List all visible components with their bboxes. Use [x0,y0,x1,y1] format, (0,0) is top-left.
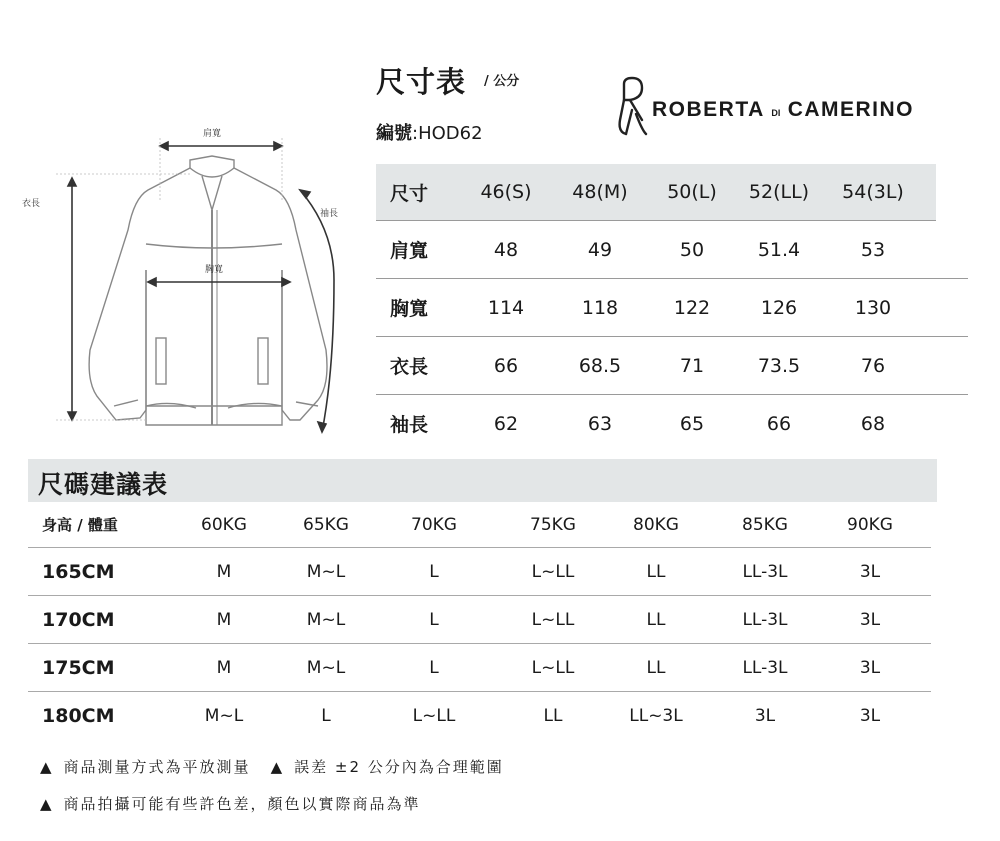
table-cell: L~LL [412,705,456,726]
note-line-2 [40,793,421,814]
table-row [376,395,968,452]
recommendation-table [28,502,931,739]
height-weight-label: 身高 / 體重 [42,516,118,534]
table-cell: LL [543,705,563,726]
table-cell: M~L [306,561,346,582]
table-cell: 122 [673,296,711,319]
weight-header-cell: 90KG [847,514,893,535]
weight-header-cell: 75KG [530,514,576,535]
table-row [28,596,931,644]
table-cell: M [216,609,232,630]
size-header-cell: 50(L) [667,181,717,203]
triangle-bullet-icon: ▲ [40,758,52,776]
weight-header-cell: 80KG [633,514,679,535]
table-cell: M~L [204,705,244,726]
note-color: 商品拍攝可能有些許色差，顏色以實際商品為準 [63,795,421,813]
table-row [376,337,968,395]
table-cell: LL~3L [629,705,683,726]
size-header-cell: 54(3L) [842,181,904,203]
row-label: 胸寬 [390,298,429,320]
table-cell: L~LL [531,561,575,582]
table-cell: 126 [760,296,798,319]
jacket-diagram [0,120,350,450]
size-header-cell: 52(LL) [748,181,810,203]
table-cell: 65 [679,412,705,435]
chest-label: 胸寬 [205,265,224,275]
table-row [28,692,931,739]
table-cell: 118 [581,296,619,319]
table-cell: 114 [487,296,525,319]
row-label: 衣長 [390,356,429,378]
table-cell: LL [646,609,666,630]
recommendation-title: 尺碼建議表 [38,470,169,499]
table-cell: 76 [860,354,886,377]
weight-header-cell: 70KG [411,514,457,535]
r-ribbon-logo-icon [612,74,652,140]
table-cell: 3L [859,609,881,630]
table-cell: LL-3L [742,657,788,678]
recommendation-header [28,502,931,548]
table-cell: 51.4 [757,238,801,261]
row-label: 肩寬 [390,240,429,262]
table-cell: 68.5 [578,354,622,377]
table-cell: 66 [766,412,792,435]
page-title: 尺寸表 [376,65,467,99]
model-label: 編號 [376,123,412,144]
triangle-bullet-icon: ▲ [270,758,283,776]
table-cell: 130 [854,296,892,319]
table-cell: LL [646,657,666,678]
height-label: 175CM [42,656,115,679]
table-cell: LL-3L [742,609,788,630]
length-label: 衣長 [22,199,41,209]
table-cell: 62 [493,412,519,435]
table-cell: 68 [860,412,886,435]
table-cell: 63 [587,412,613,435]
table-cell: L [429,657,439,678]
table-row [376,279,968,337]
table-cell: LL-3L [742,561,788,582]
size-header-cell: 46(S) [480,181,532,203]
table-cell: M [216,561,232,582]
size-header-label: 尺寸 [390,182,429,205]
table-cell: 73.5 [757,354,801,377]
note-tolerance: 誤差 ±2 公分內為合理範圍 [294,758,504,776]
weight-header-cell: 60KG [201,514,247,535]
table-cell: L [429,561,439,582]
table-cell: 66 [493,354,519,377]
table-cell: L~LL [531,609,575,630]
table-row [376,221,968,279]
sleeve-label: 袖長 [320,209,339,219]
table-row [28,548,931,596]
note-measurement: 商品測量方式為平放測量 [63,758,251,776]
table-cell: 48 [493,238,519,261]
note-line-1 [40,756,504,777]
brand-name-right: CAMERINO [787,98,915,121]
weight-header-cell: 85KG [742,514,788,535]
brand-name-di: DI [771,108,781,118]
unit-label: / 公分 [484,74,520,89]
height-label: 170CM [42,608,115,631]
table-cell: 3L [859,657,881,678]
table-cell: L [321,705,331,726]
table-cell: LL [646,561,666,582]
size-table-header [376,164,936,221]
table-cell: M~L [306,609,346,630]
table-cell: 49 [587,238,613,261]
shoulder-label: 肩寬 [203,129,222,139]
height-label: 180CM [42,704,115,727]
height-label: 165CM [42,560,115,583]
brand-name [652,98,914,122]
triangle-bullet-icon: ▲ [40,795,52,813]
row-label: 袖長 [390,414,429,436]
table-row [28,644,931,692]
table-cell: 3L [859,705,881,726]
table-cell: 3L [754,705,776,726]
table-cell: 71 [679,354,705,377]
table-cell: 50 [679,238,705,261]
model-value: :HOD62 [412,123,483,144]
weight-header-cell: 65KG [303,514,349,535]
table-cell: L~LL [531,657,575,678]
table-cell: 3L [859,561,881,582]
table-cell: 53 [860,238,886,261]
table-cell: L [429,609,439,630]
size-header-cell: 48(M) [572,181,628,203]
model-number [376,119,483,145]
table-cell: M~L [306,657,346,678]
table-cell: M [216,657,232,678]
size-table [376,164,968,452]
brand-name-left: ROBERTA [652,98,764,121]
